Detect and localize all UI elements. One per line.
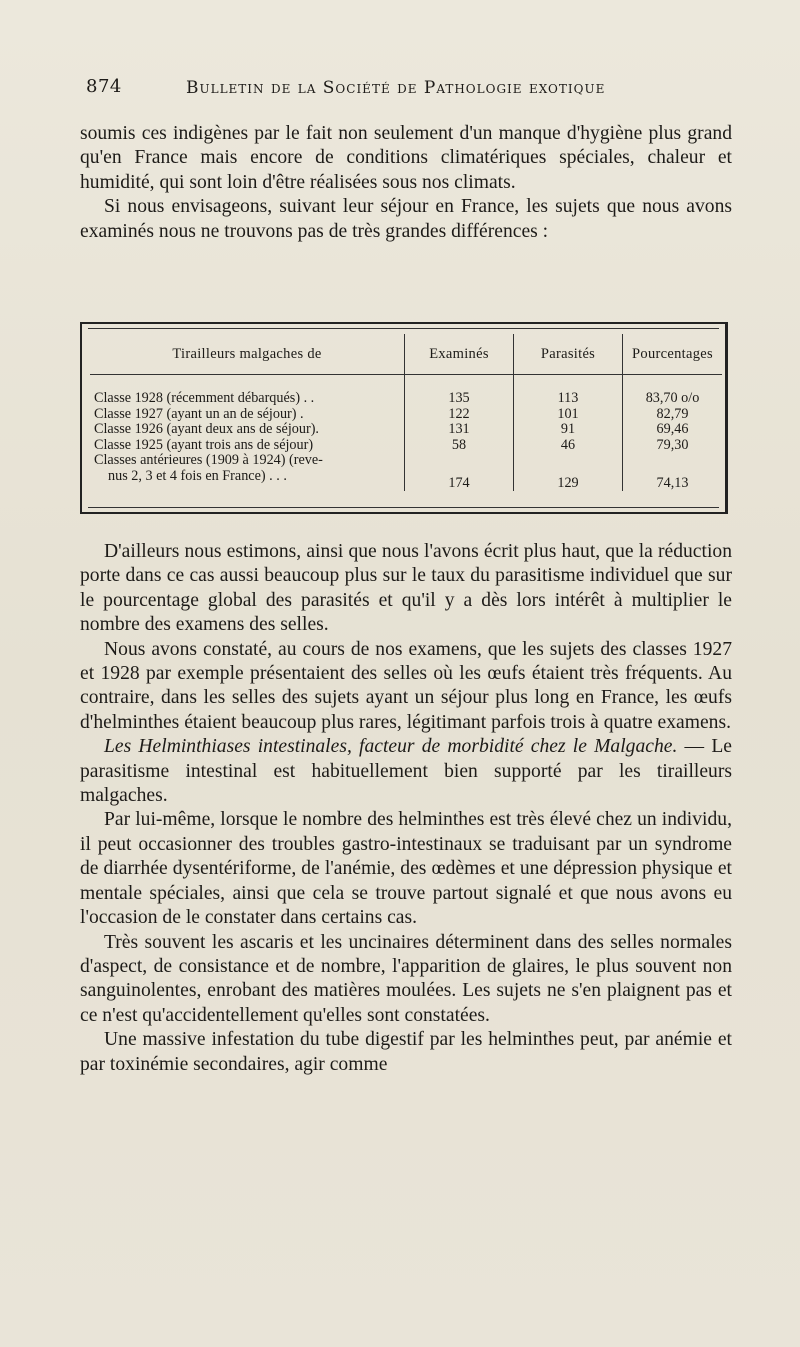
cell-examines: 58 xyxy=(405,438,514,454)
table-row xyxy=(90,438,722,454)
paragraph: Nous avons constaté, au cours de nos examens, que les sujets des classes 1927 et 1928 par exemple présentaient des selles où les œufs étaient très fréquents. Au contraire, dans les selles des sujets ayant un séjour plus long en France, les œufs d'helminthes étaient beaucoup plus rares, légitimant parfois trois à quatre examens. xyxy=(80,638,732,733)
page-number: 874 xyxy=(86,76,122,97)
cell-examines: 122 xyxy=(405,407,514,423)
intro-text xyxy=(80,122,732,244)
paragraph: Par lui-même, lorsque le nombre des helminthes est très élevé chez un individu, il peut occasionner des troubles gastro-intestinaux se traduisant par un syndrome de diarrhée dysentériforme, de l'anémie, des œdèmes et une dépression physique et mentale spéciales, ainsi que cela se trouve partout signalé et que nous avons eu l'occasion de le constater dans certains cas. xyxy=(80,809,732,929)
column-header: Parasités xyxy=(514,334,623,375)
cell-examines: 135 xyxy=(405,375,514,407)
cell-examines: 174 xyxy=(405,453,514,491)
cell-pourcentage: 74,13 xyxy=(623,453,723,491)
column-header: Pourcentages xyxy=(623,334,723,375)
cell-pourcentage: 69,46 xyxy=(623,422,723,438)
row-label-continuation: nus 2, 3 et 4 fois en France) . . . xyxy=(108,467,287,484)
cell-parasites: 129 xyxy=(514,453,623,491)
cell-examines: 131 xyxy=(405,422,514,438)
cell-pourcentage: 79,30 xyxy=(623,438,723,454)
row-label xyxy=(90,453,405,491)
row-label: Classe 1925 (ayant trois ans de séjour) xyxy=(94,436,314,453)
cell-pourcentage: 82,79 xyxy=(623,407,723,423)
paragraph: D'ailleurs nous estimons, ainsi que nous l'avons écrit plus haut, que la réduction porte dans ce cas aussi beaucoup plus sur le taux du parasitisme individuel que sur le pourcentage global des parasités et qu'il y a dès lors intérêt à multiplier le nombre des examens des selles. xyxy=(80,541,732,636)
paragraph: soumis ces indigènes par le fait non seulement d'un manque d'hygiène plus grand qu'en France mais encore de conditions climatériques spéciales, chaleur et humidité, qui sont loin d'être réalisées sous nos climats. xyxy=(80,123,732,193)
table-row xyxy=(90,453,722,491)
column-header: Tirailleurs malgaches de xyxy=(90,334,405,375)
cell-pourcentage: 83,70 o/o xyxy=(623,375,723,407)
body-text xyxy=(80,540,732,1077)
paragraph: Si nous envisageons, suivant leur séjour en France, les sujets que nous avons examinés nous ne trouvons pas de très grandes différences : xyxy=(80,196,732,242)
row-label: Classe 1928 (récemment débarqués) . . xyxy=(94,390,315,406)
statistics-table-frame xyxy=(80,322,728,514)
paragraph xyxy=(80,735,732,808)
cell-parasites: 91 xyxy=(514,422,623,438)
row-label-line: Classes antérieures (1909 à 1924) (reve- xyxy=(94,452,323,468)
paragraph: Une massive infestation du tube digestif par les helminthes peut, par anémie et par toxinémie secondaires, agir comme xyxy=(80,1029,732,1075)
page-header xyxy=(82,72,722,104)
paragraph-text: — Le parasitisme intestinal est habituellement bien supporté par les tirailleurs malgaches. xyxy=(80,736,732,807)
table-row xyxy=(90,407,722,423)
column-header: Examinés xyxy=(405,334,514,375)
section-title: Les Helminthiases intestinales, facteur de morbidité chez le Malgache. xyxy=(104,736,678,758)
row-label: Classe 1926 (ayant deux ans de séjour). xyxy=(94,421,319,437)
cell-parasites: 46 xyxy=(514,438,623,454)
paragraph: Très souvent les ascaris et les uncinaires déterminent dans des selles normales d'aspect, de consistance et de nombre, l'apparition de glaires, le plus souvent non sanguinolentes, enrobant des matières moulées. Les sujets ne s'en plaignent pas et ce n'est qu'accidentellement qu'elles sont constatées. xyxy=(80,931,732,1026)
statistics-table xyxy=(90,334,722,491)
cell-parasites: 101 xyxy=(514,407,623,423)
table-row xyxy=(90,375,722,407)
table-header-row xyxy=(90,334,722,375)
table-row xyxy=(90,422,722,438)
row-label: Classe 1927 (ayant un an de séjour) . xyxy=(94,405,304,422)
running-title: Bulletin de la Société de Pathologie exotique xyxy=(186,78,606,98)
cell-parasites: 113 xyxy=(514,375,623,407)
